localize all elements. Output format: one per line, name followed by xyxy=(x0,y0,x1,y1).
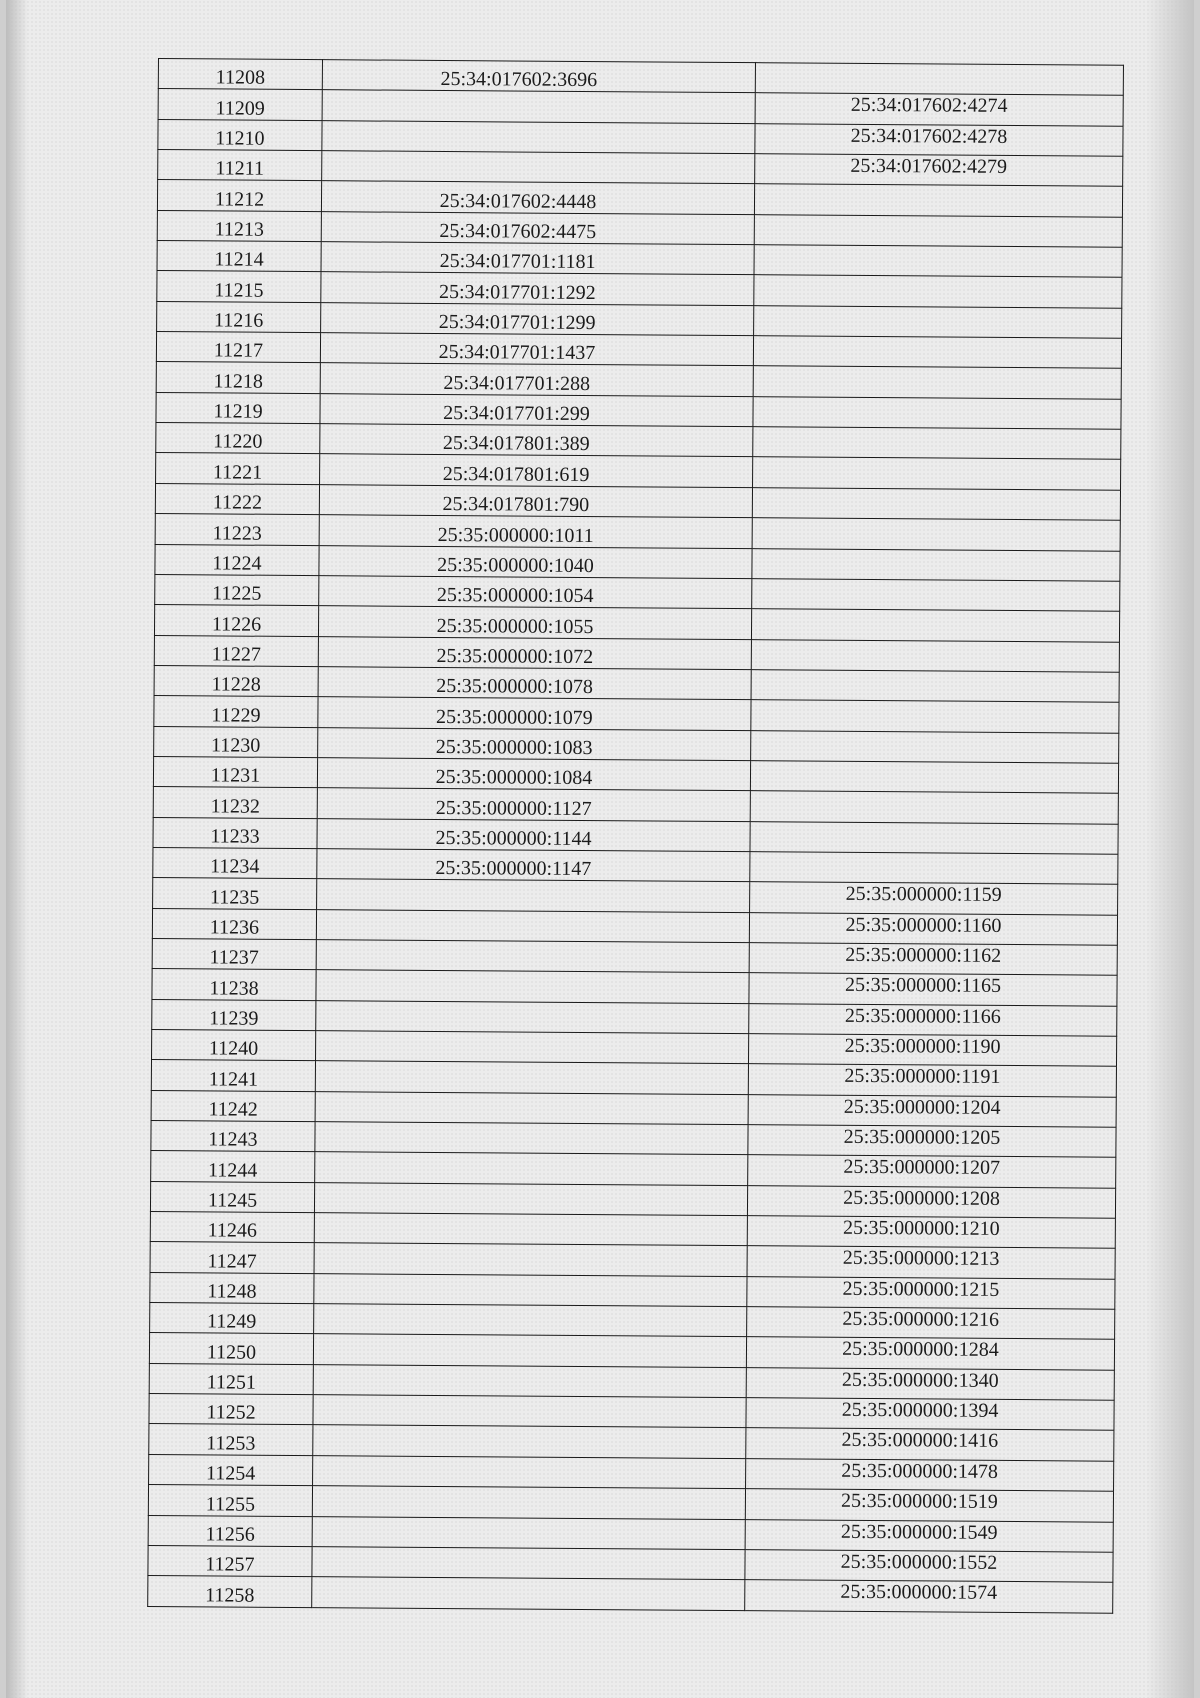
cadastral-number-table xyxy=(147,58,1124,1613)
row-number-cell: 11254 xyxy=(149,1454,313,1485)
row-number-cell: 11250 xyxy=(149,1333,313,1364)
cadastral-number-cell-col3: 25:35:000000:1549 xyxy=(745,1519,1113,1552)
cadastral-number-cell-col2: 25:35:000000:1127 xyxy=(317,788,750,821)
row-number-cell: 11245 xyxy=(150,1181,314,1212)
cadastral-number-cell-col2 xyxy=(314,1213,747,1246)
row-number-cell: 11234 xyxy=(153,847,317,878)
cadastral-number-cell-col3 xyxy=(751,670,1119,703)
cadastral-number-cell-col2 xyxy=(313,1364,746,1397)
scan-shadow-right xyxy=(1146,0,1194,1698)
cadastral-number-cell-col2: 25:35:000000:1054 xyxy=(319,575,752,608)
cadastral-number-cell-col2 xyxy=(312,1486,745,1519)
row-number-cell: 11231 xyxy=(153,756,317,787)
cadastral-number-cell-col2 xyxy=(316,1000,749,1033)
cadastral-number-cell-col3 xyxy=(755,63,1123,96)
row-number-cell: 11217 xyxy=(156,332,320,363)
row-number-cell: 11257 xyxy=(148,1545,312,1576)
row-number-cell: 11232 xyxy=(153,787,317,818)
cadastral-number-cell-col3 xyxy=(754,184,1122,217)
cadastral-number-cell-col2: 25:35:000000:1147 xyxy=(317,849,750,882)
cadastral-number-cell-col2: 25:34:017701:1299 xyxy=(321,302,754,335)
row-number-cell: 11235 xyxy=(153,878,317,909)
cadastral-number-cell-col3 xyxy=(753,336,1121,369)
cadastral-number-cell-col2 xyxy=(315,1122,748,1155)
cadastral-number-cell-col2: 25:34:017701:288 xyxy=(320,363,753,396)
cadastral-number-cell-col3 xyxy=(754,214,1122,247)
cadastral-number-cell-col3 xyxy=(751,639,1119,672)
row-number-cell: 11248 xyxy=(150,1272,314,1303)
cadastral-number-cell-col3: 25:35:000000:1159 xyxy=(750,882,1118,915)
cadastral-number-cell-col2 xyxy=(313,1395,746,1428)
row-number-cell: 11224 xyxy=(155,544,319,575)
cadastral-number-cell-col3: 25:35:000000:1160 xyxy=(749,912,1117,945)
cadastral-number-cell-col3: 25:35:000000:1191 xyxy=(748,1064,1116,1097)
row-number-cell: 11222 xyxy=(155,483,319,514)
cadastral-number-cell-col3 xyxy=(752,579,1120,612)
cadastral-number-cell-col2: 25:35:000000:1011 xyxy=(319,515,752,548)
cadastral-number-cell-col2 xyxy=(316,1031,749,1064)
row-number-cell: 11258 xyxy=(148,1576,312,1607)
row-number-cell: 11253 xyxy=(149,1424,313,1455)
row-number-cell: 11215 xyxy=(157,271,321,302)
cadastral-number-cell-col3 xyxy=(750,821,1118,854)
cadastral-number-cell-col3: 25:35:000000:1207 xyxy=(748,1155,1116,1188)
row-number-cell: 11256 xyxy=(148,1515,312,1546)
row-number-cell: 11236 xyxy=(152,908,316,939)
row-number-cell: 11223 xyxy=(155,514,319,545)
cadastral-number-cell-col3: 25:35:000000:1165 xyxy=(749,973,1117,1006)
cadastral-number-cell-col3: 25:35:000000:1190 xyxy=(748,1034,1116,1067)
row-number-cell: 11247 xyxy=(150,1242,314,1273)
row-number-cell: 11255 xyxy=(148,1485,312,1516)
row-number-cell: 11220 xyxy=(156,423,320,454)
cadastral-number-cell-col3 xyxy=(753,427,1121,460)
cadastral-number-cell-col3 xyxy=(752,548,1120,581)
row-number-cell: 11225 xyxy=(155,574,319,605)
cadastral-number-cell-col2: 25:35:000000:1144 xyxy=(317,818,750,851)
cadastral-number-cell-col2 xyxy=(313,1425,746,1458)
cadastral-number-cell-col3: 25:35:000000:1574 xyxy=(745,1580,1113,1613)
cadastral-number-cell-col2 xyxy=(312,1516,745,1549)
cadastral-number-cell-col2 xyxy=(315,1061,748,1094)
cadastral-number-cell-col2: 25:34:017701:1292 xyxy=(321,272,754,305)
row-number-cell: 11237 xyxy=(152,938,316,969)
row-number-cell: 11214 xyxy=(157,241,321,272)
row-number-cell: 11241 xyxy=(151,1060,315,1091)
row-number-cell: 11244 xyxy=(151,1151,315,1182)
cadastral-number-cell-col3: 25:35:000000:1519 xyxy=(745,1489,1113,1522)
cadastral-number-cell-col2: 25:34:017701:1437 xyxy=(320,333,753,366)
cadastral-number-cell-col3 xyxy=(750,852,1118,885)
cadastral-number-cell-col3: 25:35:000000:1208 xyxy=(747,1185,1115,1218)
scan-shadow-left xyxy=(6,0,28,1698)
cadastral-number-cell-col2 xyxy=(322,90,755,123)
row-number-cell: 11213 xyxy=(157,210,321,241)
table-body xyxy=(148,59,1124,1613)
cadastral-number-cell-col3 xyxy=(753,396,1121,429)
cadastral-number-cell-col3 xyxy=(750,791,1118,824)
row-number-cell: 11227 xyxy=(154,635,318,666)
row-number-cell: 11242 xyxy=(151,1090,315,1121)
row-number-cell: 11211 xyxy=(158,150,322,181)
row-number-cell: 11252 xyxy=(149,1394,313,1425)
cadastral-number-cell-col3 xyxy=(753,457,1121,490)
cadastral-number-cell-col2: 25:34:017801:619 xyxy=(320,454,753,487)
cadastral-number-cell-col3: 25:35:000000:1284 xyxy=(746,1337,1114,1370)
cadastral-number-cell-col2 xyxy=(322,120,755,153)
cadastral-number-cell-col2 xyxy=(312,1546,745,1579)
cadastral-number-cell-col2: 25:34:017801:790 xyxy=(319,484,752,517)
cadastral-number-cell-col3: 25:35:000000:1552 xyxy=(745,1549,1113,1582)
cadastral-number-cell-col2 xyxy=(313,1455,746,1488)
row-number-cell: 11246 xyxy=(150,1212,314,1243)
cadastral-number-cell-col3: 25:35:000000:1162 xyxy=(749,943,1117,976)
cadastral-table-container xyxy=(147,58,1123,1613)
cadastral-number-cell-col3: 25:35:000000:1166 xyxy=(749,1003,1117,1036)
row-number-cell: 11216 xyxy=(157,301,321,332)
cadastral-number-cell-col2 xyxy=(316,909,749,942)
cadastral-number-cell-col2: 25:35:000000:1055 xyxy=(318,606,751,639)
cadastral-number-cell-col3 xyxy=(750,761,1118,794)
table-row xyxy=(148,1576,1113,1613)
cadastral-number-cell-col3: 25:35:000000:1204 xyxy=(748,1094,1116,1127)
cadastral-number-cell-col2: 25:34:017701:299 xyxy=(320,393,753,426)
cadastral-number-cell-col3: 25:35:000000:1416 xyxy=(746,1428,1114,1461)
row-number-cell: 11243 xyxy=(151,1121,315,1152)
cadastral-number-cell-col2: 25:35:000000:1083 xyxy=(318,727,751,760)
row-number-cell: 11209 xyxy=(158,89,322,120)
cadastral-number-cell-col3: 25:34:017602:4279 xyxy=(755,154,1123,187)
row-number-cell: 11251 xyxy=(149,1363,313,1394)
cadastral-number-cell-col3: 25:35:000000:1213 xyxy=(747,1246,1115,1279)
row-number-cell: 11228 xyxy=(154,665,318,696)
cadastral-number-cell-col2 xyxy=(316,970,749,1003)
cadastral-number-cell-col2 xyxy=(315,1091,748,1124)
cadastral-number-cell-col3 xyxy=(754,245,1122,278)
cadastral-number-cell-col3: 25:34:017602:4278 xyxy=(755,123,1123,156)
cadastral-number-cell-col3: 25:35:000000:1340 xyxy=(746,1367,1114,1400)
row-number-cell: 11218 xyxy=(156,362,320,393)
cadastral-number-cell-col2: 25:34:017602:4448 xyxy=(321,181,754,214)
cadastral-number-cell-col2: 25:34:017801:389 xyxy=(320,424,753,457)
row-number-cell: 11233 xyxy=(153,817,317,848)
cadastral-number-cell-col2: 25:35:000000:1078 xyxy=(318,667,751,700)
row-number-cell: 11226 xyxy=(154,605,318,636)
row-number-cell: 11229 xyxy=(154,696,318,727)
row-number-cell: 11210 xyxy=(158,119,322,150)
cadastral-number-cell-col2 xyxy=(314,1243,747,1276)
cadastral-number-cell-col2 xyxy=(316,940,749,973)
row-number-cell: 11240 xyxy=(152,1029,316,1060)
cadastral-number-cell-col2 xyxy=(314,1304,747,1337)
cadastral-number-cell-col2 xyxy=(322,151,755,184)
row-number-cell: 11239 xyxy=(152,999,316,1030)
row-number-cell: 11219 xyxy=(156,392,320,423)
cadastral-number-cell-col2: 25:34:017602:4475 xyxy=(321,211,754,244)
cadastral-number-cell-col2 xyxy=(313,1334,746,1367)
cadastral-number-cell-col3: 25:35:000000:1394 xyxy=(746,1398,1114,1431)
cadastral-number-cell-col2 xyxy=(315,1152,748,1185)
row-number-cell: 11249 xyxy=(150,1303,314,1334)
cadastral-number-cell-col3 xyxy=(751,609,1119,642)
cadastral-number-cell-col2 xyxy=(314,1182,747,1215)
row-number-cell: 11230 xyxy=(154,726,318,757)
cadastral-number-cell-col3: 25:35:000000:1216 xyxy=(747,1307,1115,1340)
cadastral-number-cell-col2 xyxy=(314,1273,747,1306)
cadastral-number-cell-col2 xyxy=(317,879,750,912)
cadastral-number-cell-col3 xyxy=(752,518,1120,551)
row-number-cell: 11221 xyxy=(156,453,320,484)
cadastral-number-cell-col3 xyxy=(751,730,1119,763)
cadastral-number-cell-col2: 25:34:017602:3696 xyxy=(322,60,755,93)
cadastral-number-cell-col2: 25:35:000000:1084 xyxy=(317,758,750,791)
row-number-cell: 11208 xyxy=(158,59,322,90)
cadastral-number-cell-col2: 25:35:000000:1079 xyxy=(318,697,751,730)
cadastral-number-cell-col3 xyxy=(754,305,1122,338)
scanned-page xyxy=(6,0,1194,1698)
row-number-cell: 11212 xyxy=(157,180,321,211)
cadastral-number-cell-col3 xyxy=(751,700,1119,733)
cadastral-number-cell-col3: 25:35:000000:1478 xyxy=(746,1458,1114,1491)
cadastral-number-cell-col3 xyxy=(752,487,1120,520)
cadastral-number-cell-col2 xyxy=(312,1577,745,1610)
cadastral-number-cell-col3: 25:35:000000:1215 xyxy=(747,1276,1115,1309)
cadastral-number-cell-col2: 25:35:000000:1072 xyxy=(318,636,751,669)
cadastral-number-cell-col2: 25:34:017701:1181 xyxy=(321,242,754,275)
cadastral-number-cell-col2: 25:35:000000:1040 xyxy=(319,545,752,578)
cadastral-number-cell-col3: 25:35:000000:1205 xyxy=(748,1125,1116,1158)
cadastral-number-cell-col3: 25:34:017602:4274 xyxy=(755,93,1123,126)
cadastral-number-cell-col3: 25:35:000000:1210 xyxy=(747,1216,1115,1249)
cadastral-number-cell-col3 xyxy=(754,275,1122,308)
row-number-cell: 11238 xyxy=(152,969,316,1000)
cadastral-number-cell-col3 xyxy=(753,366,1121,399)
